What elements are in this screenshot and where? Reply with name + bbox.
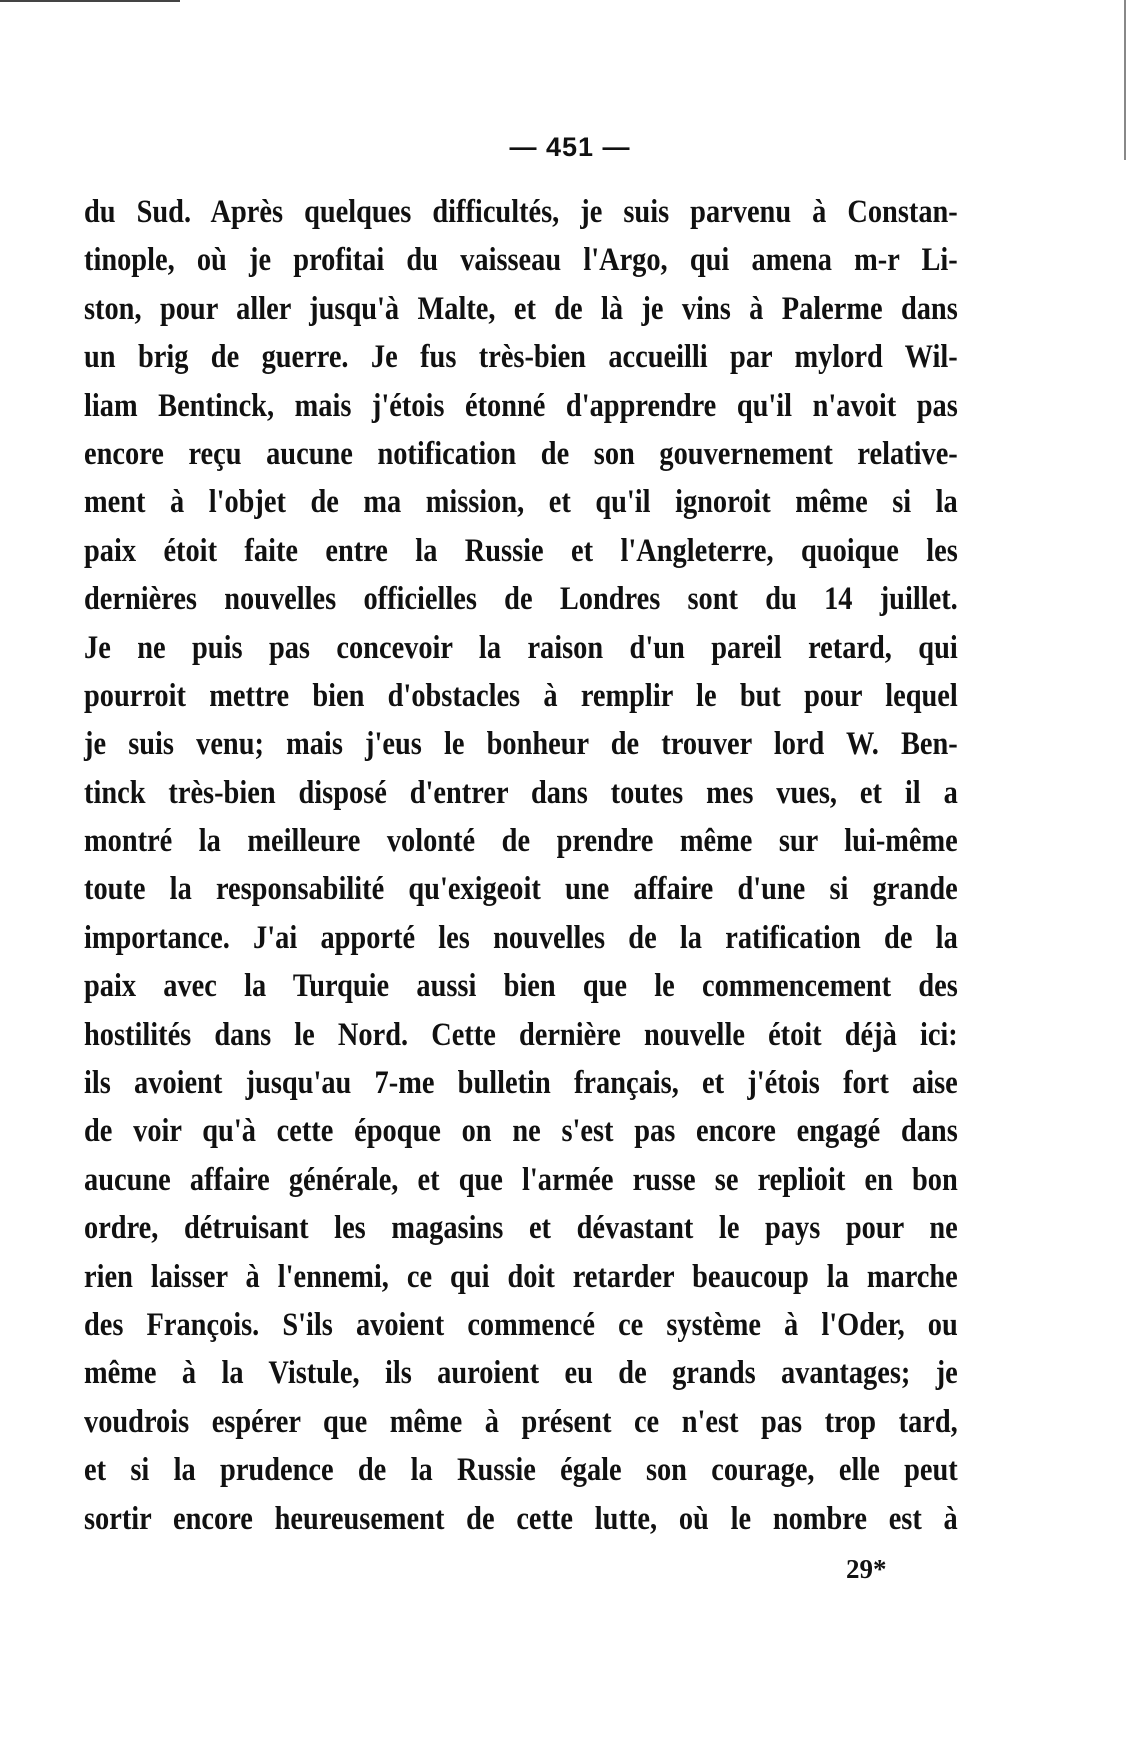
text-line: importance. J'ai apporté les nouvelles de la ratification de la — [84, 919, 958, 956]
text-line: encore reçu aucune notification de son gouvernement relative- — [84, 435, 958, 472]
text-line: voudrois espérer que même à présent ce n'est pas trop tard, — [84, 1403, 958, 1440]
text-line: toute la responsabilité qu'exigeoit une affaire d'une si grande — [84, 871, 958, 908]
text-line: ston, pour aller jusqu'à Malte, et de là je vins à Palerme dans — [84, 290, 958, 327]
text-line: paix avec la Turquie aussi bien que le commencement des — [84, 968, 958, 1005]
text-line: tinck très-bien disposé d'entrer dans toutes mes vues, et il a — [84, 774, 958, 811]
signature-mark: 29* — [846, 1554, 887, 1584]
body-text — [84, 188, 958, 1543]
text-line: aucune affaire générale, et que l'armée russe se replioit en bon — [84, 1161, 958, 1198]
text-line: et si la prudence de la Russie égale son courage, elle peut — [84, 1452, 958, 1489]
text-line: pourroit mettre bien d'obstacles à remplir le but pour lequel — [84, 677, 958, 714]
text-line: ordre, détruisant les magasins et dévastant le pays pour ne — [84, 1210, 958, 1247]
text-line: hostilités dans le Nord. Cette dernière nouvelle étoit déjà ici: — [84, 1016, 958, 1053]
text-line: tinople, où je profitai du vaisseau l'Argo, qui amena m-r Li- — [84, 242, 958, 279]
text-line: dernières nouvelles officielles de Londres sont du 14 juillet. — [84, 581, 958, 618]
text-line: je suis venu; mais j'eus le bonheur de trouver lord W. Ben- — [84, 726, 958, 763]
text-line: sortir encore heureusement de cette lutte, où le nombre est à — [84, 1500, 958, 1537]
text-line: du Sud. Après quelques difficultés, je suis parvenu à Constan- — [84, 194, 958, 230]
text-line: même à la Vistule, ils auroient eu de grands avantages; je — [84, 1355, 958, 1392]
text-line: ils avoient jusqu'au 7-me bulletin français, et j'étois fort aise — [84, 1065, 958, 1102]
text-line: de voir qu'à cette époque on ne s'est pas encore engagé dans — [84, 1113, 958, 1150]
text-line: rien laisser à l'ennemi, ce qui doit retarder beaucoup la marche — [84, 1258, 958, 1295]
text-line: liam Bentinck, mais j'étois étonné d'apprendre qu'il n'avoit pas — [84, 387, 958, 424]
text-line: un brig de guerre. Je fus très-bien accueilli par mylord Wil- — [84, 339, 958, 376]
top-border-rule — [0, 0, 180, 2]
text-line: ment à l'objet de ma mission, et qu'il ignoroit même si la — [84, 484, 958, 521]
text-line: paix étoit faite entre la Russie et l'Angleterre, quoique les — [84, 532, 958, 569]
text-line: Je ne puis pas concevoir la raison d'un pareil retard, qui — [84, 629, 958, 666]
text-line: des François. S'ils avoient commencé ce système à l'Oder, ou — [84, 1306, 958, 1343]
text-line: montré la meilleure volonté de prendre même sur lui-même — [84, 823, 958, 860]
page-number: — 451 — — [509, 132, 631, 162]
